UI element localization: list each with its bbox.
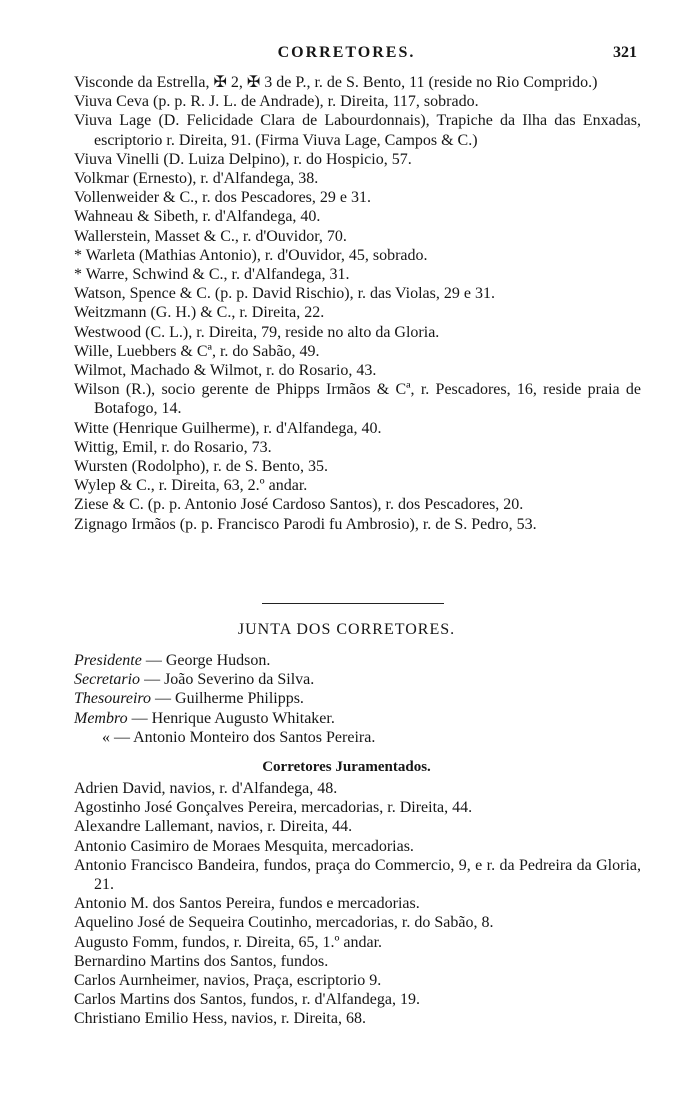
list-item: Wilson (R.), socio gerente de Phipps Irmãos & Cª, r. Pescadores, 16, reside praia de Botafogo, 14.: [74, 381, 641, 418]
officer-name: Henrique Augusto Whitaker.: [151, 709, 335, 727]
officer-role: Thesoureiro: [74, 690, 152, 708]
officer-role: Secretario: [74, 671, 141, 689]
list-item: Antonio Francisco Bandeira, fundos, praça do Commercio, 9, e r. da Pedreira da Gloria, 21.: [74, 856, 641, 894]
juramentados-heading: Corretores Juramentados.: [262, 759, 431, 775]
list-item: Agostinho José Gonçalves Pereira, mercadorias, r. Direita, 44.: [74, 799, 473, 817]
page-number: 321: [613, 44, 637, 61]
officer-role: Membro: [74, 709, 128, 727]
list-item: Bernardino Martins dos Santos, fundos.: [74, 952, 329, 970]
list-item: Viuva Vinelli (D. Luiza Delpino), r. do Hospicio, 57.: [74, 150, 412, 168]
list-item: * Warre, Schwind & C., r. d'Alfandega, 31.: [74, 266, 350, 284]
running-title: CORRETORES.: [277, 44, 416, 61]
list-item: Ziese & C. (p. p. Antonio José Cardoso Santos), r. dos Pescadores, 20.: [74, 496, 524, 514]
officer-row: [74, 689, 641, 708]
list-item: Augusto Fomm, fundos, r. Direita, 65, 1.º andar.: [74, 933, 383, 951]
list-item: Antonio M. dos Santos Pereira, fundos e mercadorias.: [74, 895, 420, 913]
list-item: Wallerstein, Masset & C., r. d'Ouvidor, 70.: [74, 227, 347, 245]
officer-role: Presidente: [74, 652, 142, 669]
list-item: Aquelino José de Sequeira Coutinho, mercadorias, r. do Sabão, 8.: [74, 914, 494, 932]
officer-name: Antonio Monteiro dos Santos Pereira.: [133, 728, 376, 746]
officer-name: João Severino da Silva.: [164, 671, 315, 689]
list-item: Wylep & C., r. Direita, 63, 2.º andar.: [74, 477, 308, 495]
list-item: Antonio Casimiro de Moraes Mesquita, mercadorias.: [74, 837, 414, 855]
officer-separator: —: [140, 671, 165, 689]
list-item: Wittig, Emil, r. do Rosario, 73.: [74, 438, 272, 456]
list-item: * Warleta (Mathias Antonio), r. d'Ouvidor, 45, sobrado.: [74, 246, 428, 264]
officer-row: [74, 651, 641, 670]
section-divider: [262, 603, 444, 604]
list-item: Witte (Henrique Guilherme), r. d'Alfandega, 40.: [74, 419, 382, 437]
junta-title: JUNTA DOS CORRETORES.: [237, 621, 456, 638]
list-item: Westwood (C. L.), r. Direita, 79, reside no alto da Gloria.: [74, 323, 440, 341]
officer-separator: —: [127, 709, 152, 727]
list-item: Zignago Irmãos (p. p. Francisco Parodi fu Ambrosio), r. de S. Pedro, 53.: [74, 515, 537, 533]
list-item: Alexandre Lallemant, navios, r. Direita, 44.: [74, 818, 353, 836]
juramentados-list: [74, 779, 641, 1029]
junta-officers: [74, 651, 641, 747]
corretores-list: [74, 73, 641, 534]
list-item: Weitzmann (G. H.) & C., r. Direita, 22.: [74, 304, 325, 322]
officer-separator: —: [151, 690, 176, 708]
list-item: Viuva Lage (D. Felicidade Clara de Labourdonnais), Trapiche da Ilha das Enxadas, escriptorio r. Direita, 91. (Firma Viuva Lage, Campos & C.): [74, 112, 641, 149]
list-item: Watson, Spence & C. (p. p. David Rischio), r. das Violas, 29 e 31.: [74, 285, 495, 303]
list-item: Vollenweider & C., r. dos Pescadores, 29 e 31.: [74, 189, 371, 207]
list-item: Christiano Emilio Hess, navios, r. Direita, 68.: [74, 1010, 366, 1028]
list-item: Adrien David, navios, r. d'Alfandega, 48.: [74, 780, 338, 797]
officer-row: [74, 728, 641, 747]
list-item: Visconde da Estrella, ✠ 2, ✠ 3 de P., r. de S. Bento, 11 (reside no Rio Comprido.): [74, 74, 598, 91]
list-item: Wilmot, Machado & Wilmot, r. do Rosario, 43.: [74, 362, 377, 380]
list-item: Viuva Ceva (p. p. R. J. L. de Andrade), r. Direita, 117, sobrado.: [74, 93, 479, 111]
list-item: Wille, Luebbers & Cª, r. do Sabão, 49.: [74, 342, 320, 360]
list-item: Carlos Martins dos Santos, fundos, r. d'Alfandega, 19.: [74, 991, 420, 1009]
officer-row: [74, 709, 641, 728]
list-item: Wursten (Rodolpho), r. de S. Bento, 35.: [74, 458, 328, 476]
officer-row: [74, 670, 641, 689]
officer-separator: —: [141, 652, 166, 669]
officer-name: Guilherme Philipps.: [175, 690, 304, 708]
officer-name: George Hudson.: [165, 652, 271, 669]
page-header: [0, 42, 693, 66]
list-item: Volkmar (Ernesto), r. d'Alfandega, 38.: [74, 170, 319, 188]
list-item: Carlos Aurnheimer, navios, Praça, escriptorio 9.: [74, 972, 382, 990]
officer-separator: —: [110, 728, 134, 746]
ditto-mark: «: [102, 728, 110, 746]
list-item: Wahneau & Sibeth, r. d'Alfandega, 40.: [74, 208, 321, 226]
